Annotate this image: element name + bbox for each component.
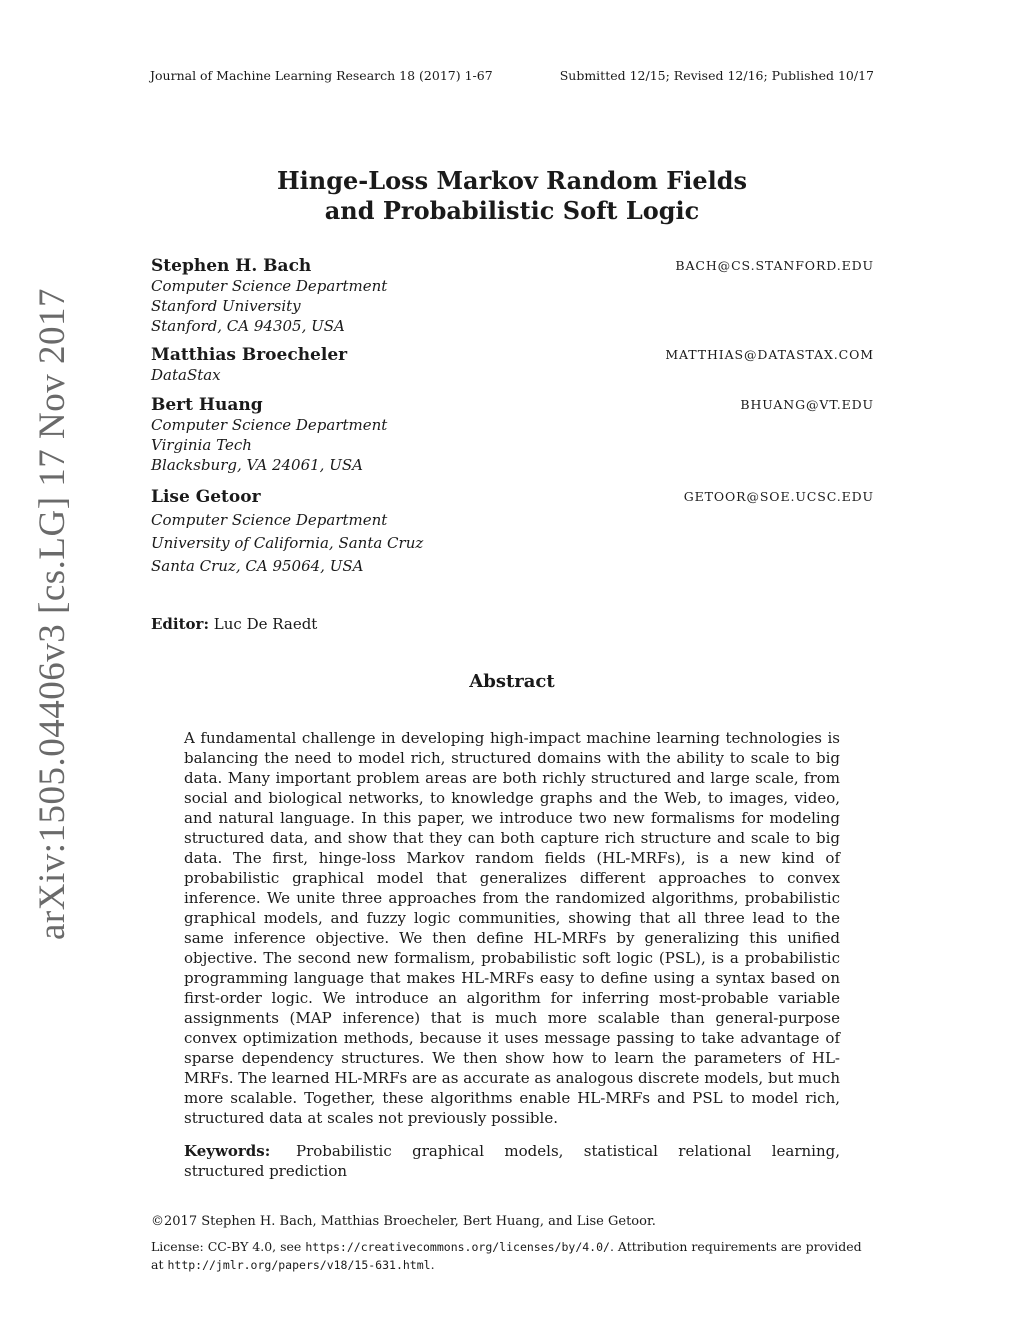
author-block	[151, 256, 874, 336]
license-middle: . Attribution requirements are provided at	[151, 1239, 862, 1272]
journal-header: Journal of Machine Learning Research 18 (2017) 1-67	[150, 68, 493, 83]
author-email: BACH@CS.STANFORD.EDU	[675, 258, 874, 273]
copyright-notice: ©2017 Stephen H. Bach, Matthias Broecheler, Bert Huang, and Lise Getoor.	[151, 1214, 656, 1229]
author-affiliation-line: Computer Science Department	[151, 277, 388, 295]
author-block	[151, 345, 874, 385]
license-suffix: .	[430, 1257, 435, 1272]
author-affiliation-line: University of California, Santa Cruz	[151, 534, 424, 552]
author-block	[151, 487, 874, 576]
author-name: Stephen H. Bach	[151, 256, 312, 276]
keywords-block	[184, 1141, 840, 1181]
paper-url-link[interactable]: http://jmlr.org/papers/v18/15-631.html	[167, 1258, 431, 1272]
author-name: Matthias Broecheler	[151, 345, 348, 365]
author-affiliation-line: Stanford, CA 94305, USA	[151, 317, 345, 335]
abstract-text: A fundamental challenge in developing high-impact machine learning technologies is balancing the need to model rich, structured domains with the ability to scale to big data. Many important problem areas are both richly structured and large scale, from social and biological networks, to knowledge graphs and the Web, to images, video, and natural language. In this paper, we introduce two new formalisms for modeling structured data, and show that they can both capture rich structure and scale to big data. The first, hinge-loss Markov random fields (HL-MRFs), is a new kind of probabilistic graphical model that generalizes different approaches to convex inference. We unite three approaches from the randomized algorithms, probabilistic graphical models, and fuzzy logic communities, showing that all three lead to the same inference objective. We then define HL-MRFs by generalizing this unified objective. The second new formalism, probabilistic soft logic (PSL), is a probabilistic programming language that makes HL-MRFs easy to define using a syntax based on first-order logic. We introduce an algorithm for inferring most-probable variable assignments (MAP inference) that is much more scalable than general-purpose convex optimization methods, because it uses message passing to take advantage of sparse dependency structures. We then show how to learn the parameters of HL-MRFs. The learned HL-MRFs are as accurate as analogous discrete models, but much more scalable. Together, these algorithms enable HL-MRFs and PSL to model rich, structured data at scales not previously possible.	[184, 729, 840, 1127]
author-affiliation-line: DataStax	[151, 366, 221, 384]
abstract-heading: Abstract	[469, 671, 555, 692]
keywords-text: Probabilistic graphical models, statistical relational learning, structured prediction	[184, 1142, 840, 1180]
editor-name: Luc De Raedt	[213, 615, 318, 633]
author-block	[151, 395, 874, 475]
arxiv-stamp: arXiv:1505.04406v3 [cs.LG] 17 Nov 2017	[32, 287, 73, 940]
paper-title	[0, 166, 1024, 226]
license-prefix: License: CC-BY 4.0, see	[151, 1239, 302, 1254]
author-email: GETOOR@SOE.UCSC.EDU	[683, 489, 874, 504]
author-email: MATTHIAS@DATASTAX.COM	[665, 347, 874, 362]
title-line-2: and Probabilistic Soft Logic	[324, 196, 700, 225]
author-affiliation-line: Blacksburg, VA 24061, USA	[151, 456, 363, 474]
author-name: Lise Getoor	[151, 487, 261, 507]
author-name: Bert Huang	[151, 395, 263, 415]
author-affiliation-line: Computer Science Department	[151, 416, 388, 434]
author-email: BHUANG@VT.EDU	[740, 397, 874, 412]
author-affiliation-line: Santa Cruz, CA 95064, USA	[151, 557, 364, 575]
license-url-link[interactable]: https://creativecommons.org/licenses/by/4.0/	[305, 1240, 610, 1254]
editor-line	[151, 615, 317, 633]
submission-dates: Submitted 12/15; Revised 12/16; Published 10/17	[559, 68, 874, 83]
editor-label: Editor:	[151, 615, 209, 633]
author-affiliation-line: Virginia Tech	[151, 436, 252, 454]
author-affiliation-line: Computer Science Department	[151, 511, 388, 529]
author-affiliation-line: Stanford University	[151, 297, 301, 315]
keywords-label: Keywords:	[184, 1142, 271, 1160]
title-line-1: Hinge-Loss Markov Random Fields	[276, 166, 748, 195]
license-notice	[151, 1238, 871, 1274]
